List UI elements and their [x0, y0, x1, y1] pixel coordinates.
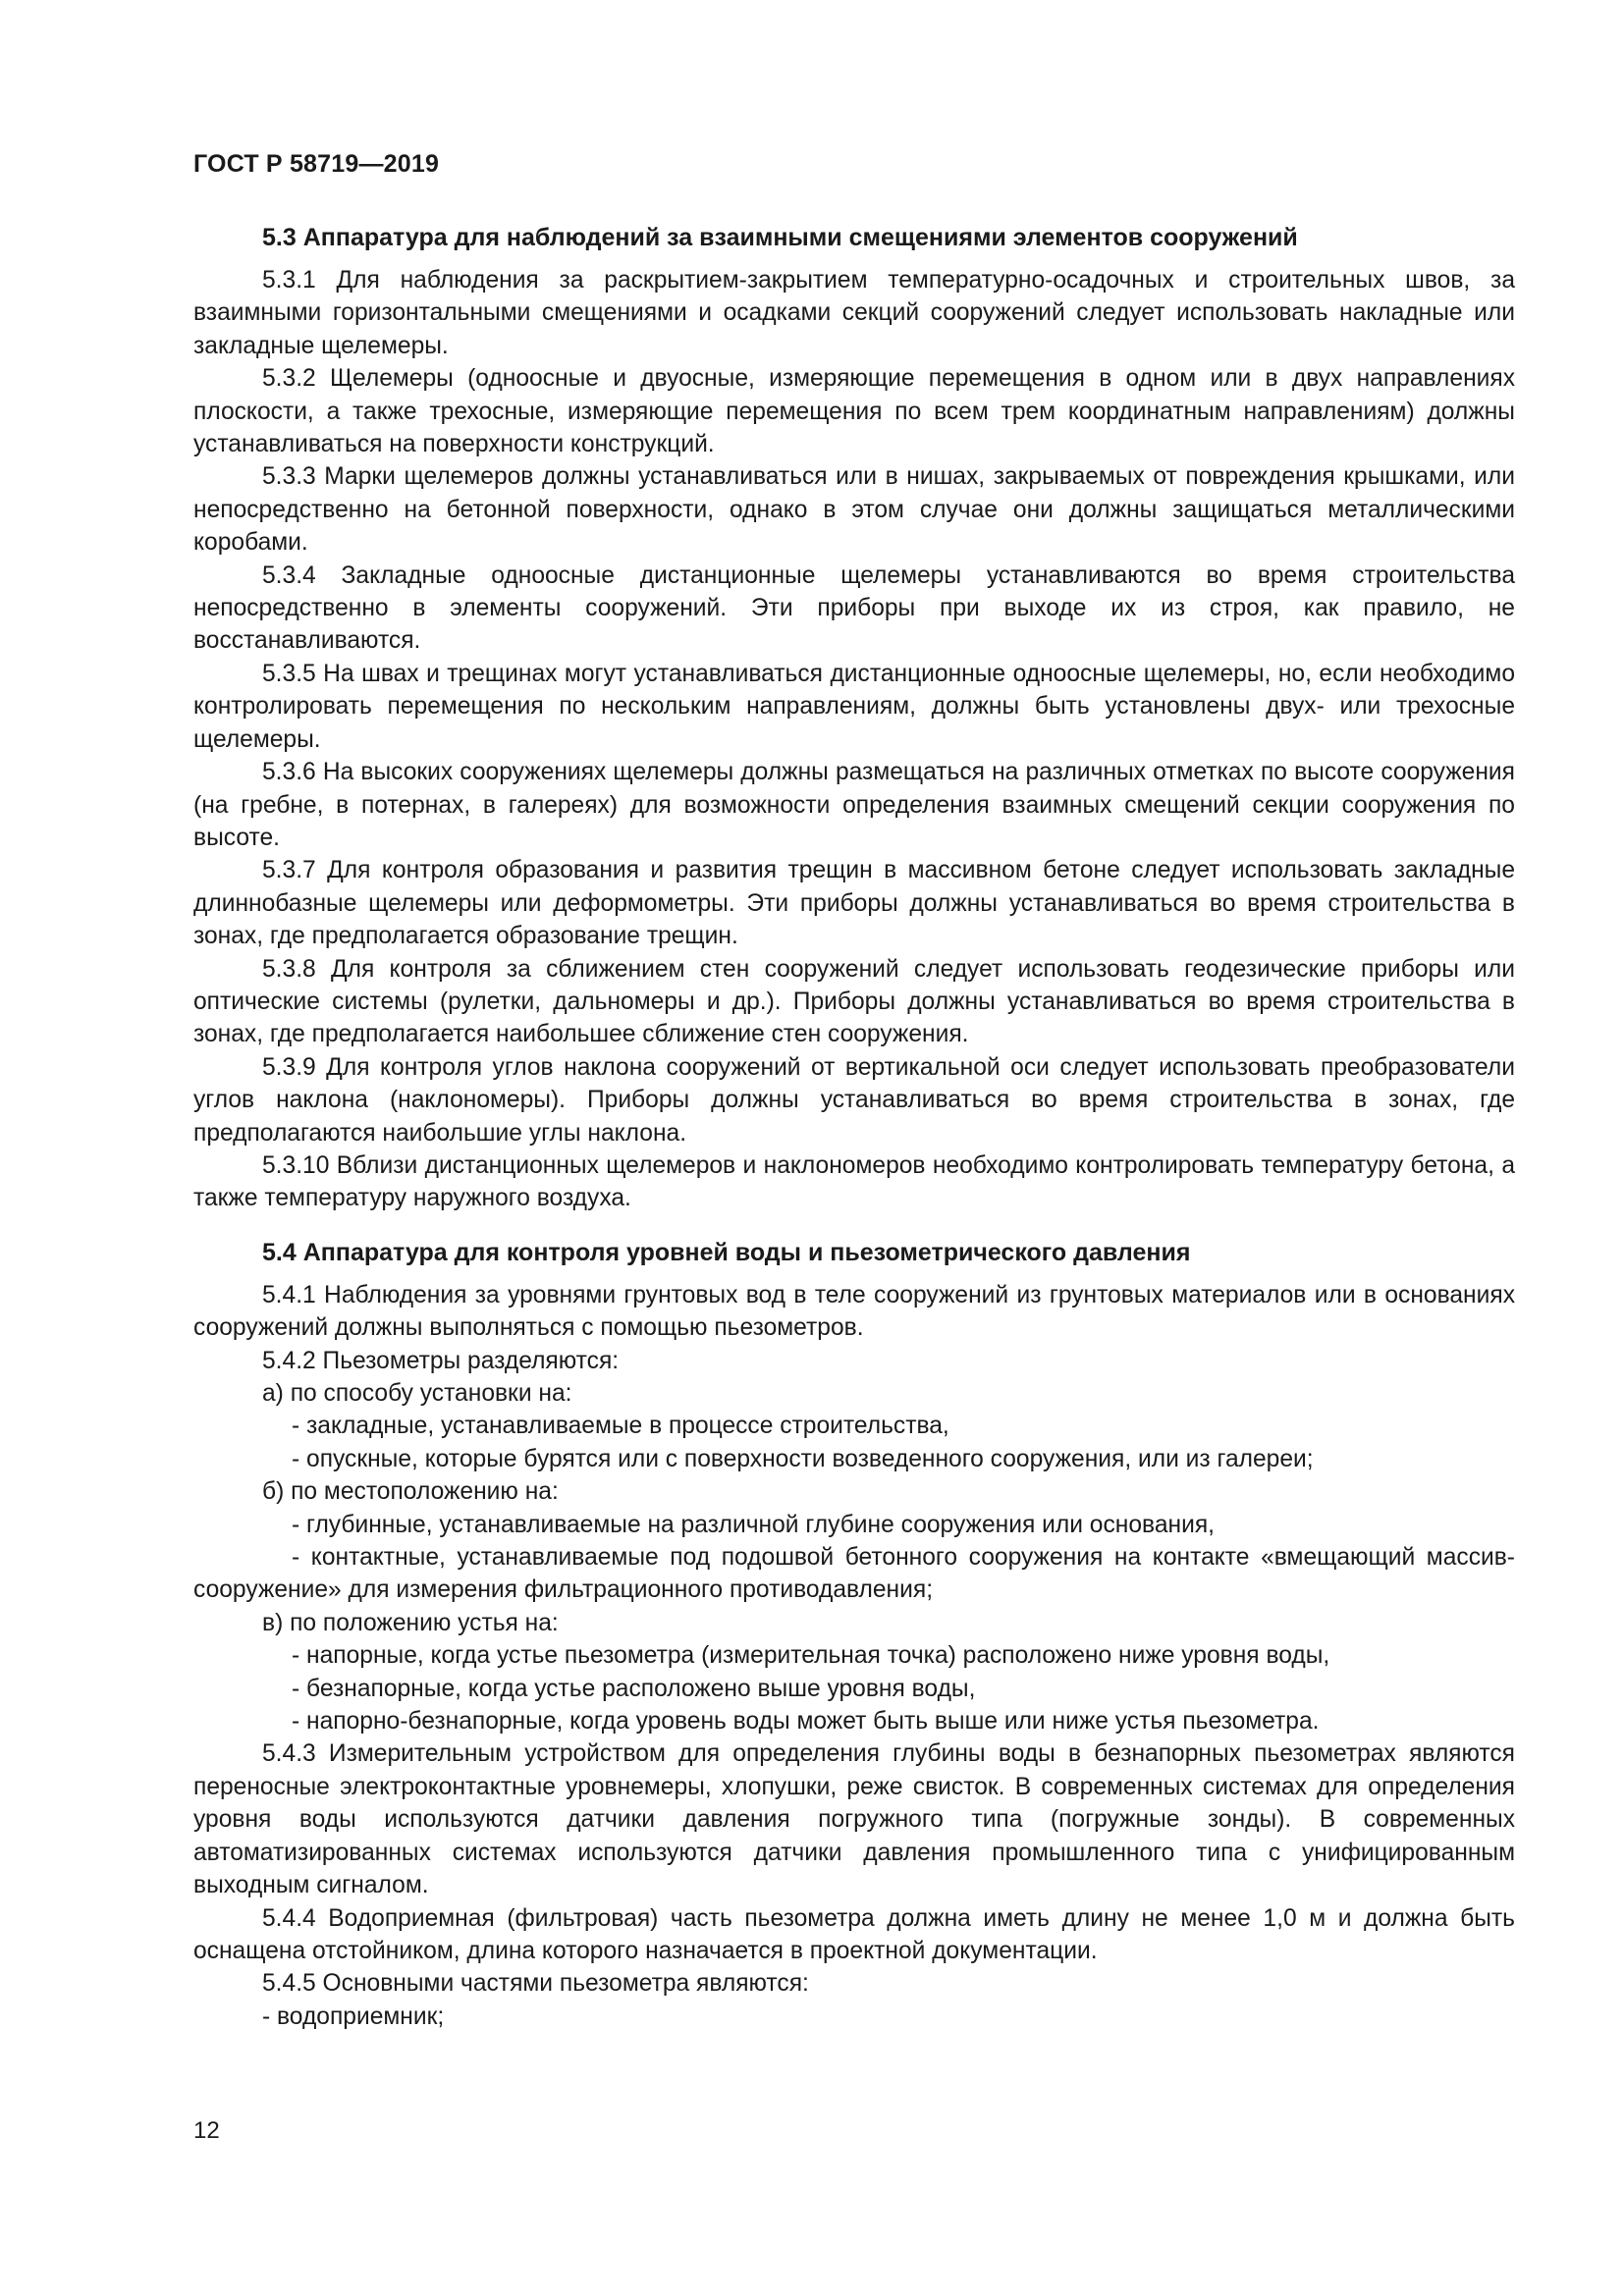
paragraph-5-3-9: 5.3.9 Для контроля углов наклона сооружений от вертикальной оси следует использовать преобразователи углов наклона (наклономеры). Приборы должны устанавливаться во время строительства в зонах, где предполагаются наибольшие углы наклона.	[193, 1053, 1515, 1147]
paragraph-5-4-5: 5.4.5 Основными частями пьезометра являются:	[262, 1970, 809, 1998]
list-item: - водоприемник;	[262, 2002, 445, 2030]
list-item: - опускные, которые бурятся или с поверхности возведенного сооружения, или из галереи;	[292, 1445, 1314, 1472]
list-group-b-label: б) по местоположению на:	[262, 1478, 559, 1506]
page-number: 12	[193, 2117, 220, 2144]
list-group-v-label: в) по положению устья на:	[262, 1609, 559, 1636]
list-item: - напорные, когда устье пьезометра (измерительная точка) расположено ниже уровня воды,	[292, 1642, 1330, 1670]
paragraph-5-3-8: 5.3.8 Для контроля за сближением стен сооружений следует использовать геодезические приборы или оптические системы (рулетки, дальномеры и др.). Приборы должны устанавливаться во время строительства в зонах, где предполагается наибольшее сближение стен сооружения.	[193, 955, 1515, 1048]
list-group-a-label: а) по способу установки на:	[262, 1380, 572, 1407]
paragraph-5-3-2: 5.3.2 Щелемеры (одноосные и двуосные, измеряющие перемещения в одном или в двух направлениях плоскости, а также трехосные, измеряющие перемещения по всем трем координатным направлениям) должны устанавливаться на поверхности конструкций.	[193, 365, 1515, 458]
paragraph-5-3-3: 5.3.3 Марки щелемеров должны устанавливаться или в нишах, закрываемых от повреждения крышками, или непосредственно на бетонной поверхности, однако в этом случае они должны защищаться металлическими коробами.	[193, 463, 1515, 557]
paragraph-5-4-4: 5.4.4 Водоприемная (фильтровая) часть пьезометра должна иметь длину не менее 1,0 м и должна быть оснащена отстойником, длина которого назначается в проектной документации.	[193, 1904, 1515, 1964]
paragraph-5-3-4: 5.3.4 Закладные одноосные дистанционные щелемеры устанавливаются во время строительства непосредственно в элементы сооружений. Эти приборы при выходе их из строя, как правило, не восстанавливаются.	[193, 561, 1515, 655]
list-item: - напорно-безнапорные, когда уровень воды может быть выше или ниже устья пьезометра.	[292, 1708, 1320, 1735]
section-5-3-title: 5.3 Аппаратура для наблюдений за взаимными смещениями элементов сооружений	[262, 224, 1298, 251]
list-item: - закладные, устанавливаемые в процессе строительства,	[292, 1413, 949, 1440]
paragraph-5-3-10: 5.3.10 Вблизи дистанционных щелемеров и наклономеров необходимо контролировать температуру бетона, а также температуру наружного воздуха.	[193, 1151, 1515, 1212]
list-item: - глубинные, устанавливаемые на различной глубине сооружения или основания,	[292, 1511, 1215, 1538]
paragraph-5-4-3: 5.4.3 Измерительным устройством для определения глубины воды в безнапорных пьезометрах являются переносные электроконтактные уровнемеры, хлопушки, реже свисток. В современных системах для определения уровня воды используются датчики давления погружного типа (погружные зонды). В современных автоматизированных системах используются датчики давления промышленного типа с унифицированным выходным сигналом.	[193, 1740, 1515, 1899]
paragraph-5-4-1: 5.4.1 Наблюдения за уровнями грунтовых вод в теле сооружений из грунтовых материалов или в основаниях сооружений должны выполняться с помощью пьезометров.	[193, 1281, 1515, 1342]
paragraph-5-3-7: 5.3.7 Для контроля образования и развития трещин в массивном бетоне следует использовать закладные длиннобазные щелемеры или деформометры. Эти приборы должны устанавливаться во время строительства в зонах, где предполагается образование трещин.	[193, 857, 1515, 950]
standard-id-header: ГОСТ Р 58719—2019	[193, 150, 440, 178]
paragraph-5-3-5: 5.3.5 На швах и трещинах могут устанавливаться дистанционные одноосные щелемеры, но, если необходимо контролировать перемещения по нескольким направлениям, должны быть установлены двух- или трехосные щелемеры.	[193, 660, 1515, 753]
page-content	[193, 222, 1515, 2033]
paragraph-5-3-1: 5.3.1 Для наблюдения за раскрытием-закрытием температурно-осадочных и строительных швов, за взаимными горизонтальными смещениями и осадками секций сооружений следует использовать накладные или закладные щелемеры.	[193, 267, 1515, 359]
list-item: - контактные, устанавливаемые под подошвой бетонного сооружения на контакте «вмещающий массив-сооружение» для измерения фильтрационного противодавления;	[193, 1544, 1515, 1604]
paragraph-5-4-2: 5.4.2 Пьезометры разделяются:	[262, 1347, 620, 1374]
section-5-4-title: 5.4 Аппаратура для контроля уровней воды и пьезометрического давления	[262, 1238, 1191, 1266]
paragraph-5-3-6: 5.3.6 На высоких сооружениях щелемеры должны размещаться на различных отметках по высоте сооружения (на гребне, в потернах, в галереях) для возможности определения взаимных смещений секции сооружения по высоте.	[193, 759, 1515, 851]
list-item: - безнапорные, когда устье расположено выше уровня воды,	[292, 1675, 976, 1702]
